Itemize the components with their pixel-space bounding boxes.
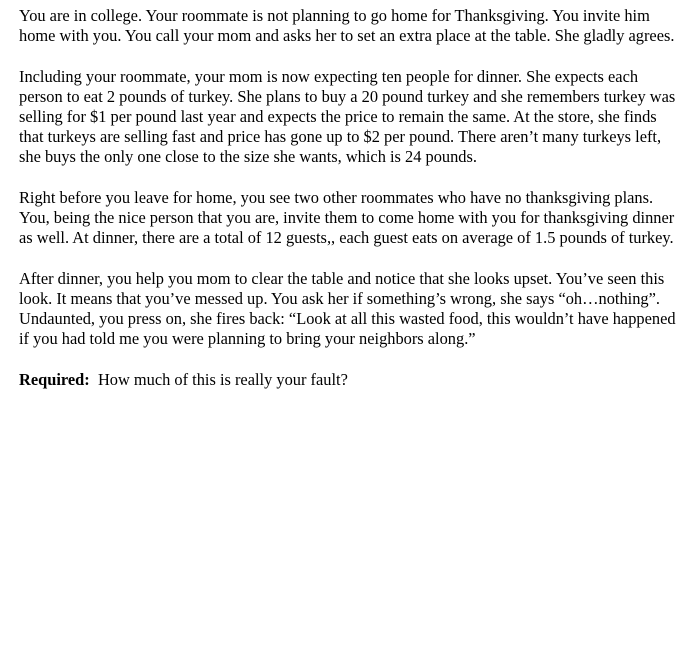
paragraph-extra-guests: Right before you leave for home, you see two other roommates who have no thanksgiving plans. You, being the nice person that you are, invite them to come home with you for thanksgiving dinner as well. At dinner, there are a total of 12 guests,, each guest eats on average of 1.5 pounds of turkey. bbox=[19, 187, 675, 248]
required-question-text: How much of this is really your fault? bbox=[97, 369, 348, 389]
paragraph-after-dinner: After dinner, you help you mom to clear the table and notice that she looks upset. You’ve seen this look. It means that you’ve messed up. You ask her if something’s wrong, she says “oh…nothing”. Undaunted, you press on, she fires back: “Look at all this wasted food, this wouldn’t have happened if you had told me you were planning to bring your neighbors along.” bbox=[19, 268, 676, 349]
paragraph-turkey-purchase: Including your roommate, your mom is now expecting ten people for dinner. She expects each person to eat 2 pounds of turkey. She plans to buy a 20 pound turkey and she remembers turkey was selling for $1 per pound last year and expects the price to remain the same. At the store, she finds that turkeys are selling fast and price has gone up to $2 per pound. There aren’t many turkeys left, she buys the only one close to the size she wants, which is 24 pounds. bbox=[19, 66, 676, 167]
paragraph-intro: You are in college. Your roommate is not planning to go home for Thanksgiving. You invite him home with you. You call your mom and asks her to set an extra place at the table. She gladly agrees. bbox=[19, 6, 675, 46]
required-question bbox=[19, 370, 679, 390]
required-label: Required: bbox=[19, 369, 90, 389]
document-page bbox=[19, 6, 679, 410]
